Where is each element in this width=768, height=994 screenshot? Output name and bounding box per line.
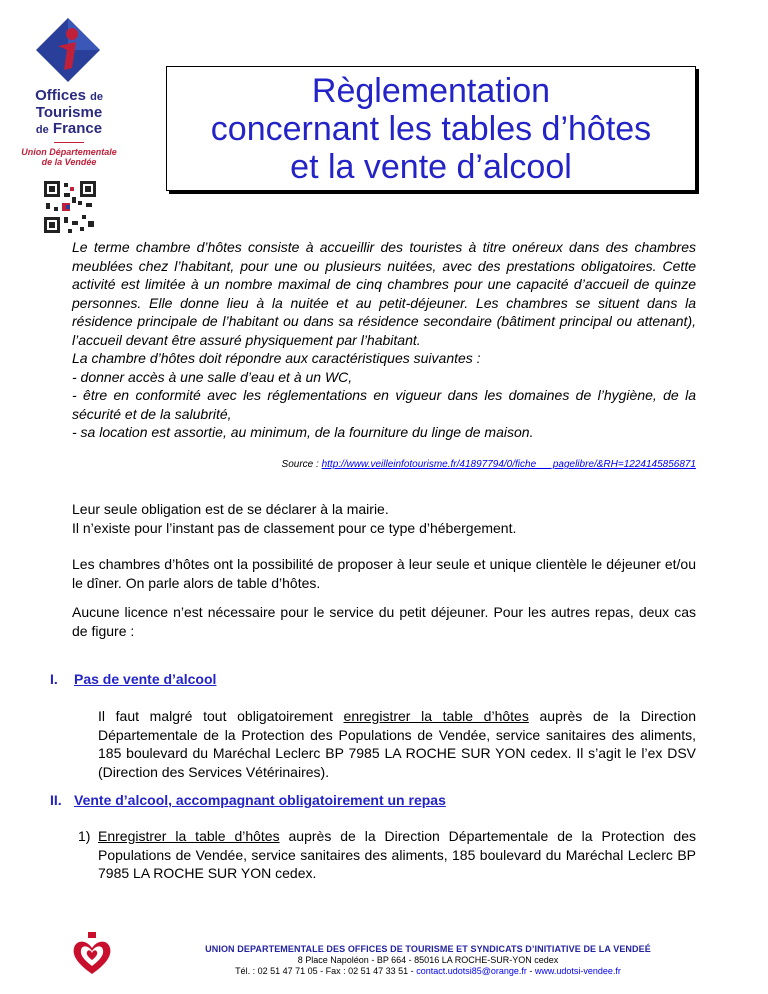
footer-address: 8 Place Napoléon - BP 664 - 85016 LA ROCHE-SUR-YON cedex xyxy=(297,955,559,965)
section-1-heading: I. Pas de vente d’alcool xyxy=(50,671,217,687)
footer-email-link[interactable]: contact.udotsi85@orange.fr xyxy=(416,966,527,976)
source-link[interactable]: http://www.veilleinfotourisme.fr/41897794/0/fiche___pagelibre/&RH=1224145856871 xyxy=(321,459,696,470)
intro-paragraph: Le terme chambre d’hôtes consiste à accueillir des touristes à titre onéreux dans des chambres meublées chez l’habitant, pour une ou plusieurs nuitées, avec des prestations obligatoires. Cette activité est limitée à un nombre maximal de cinq chambres pour une capacité d’accueil de quinze personnes. Elle donne lieu à la nuitée et au petit-déjeuner. Les chambres se situent dans la résidence principale de l’habitant ou dans sa résidence secondaire (bâtiment principal ou attenant), l’accueil devant être assuré physiquement par l’habitant. xyxy=(72,239,696,348)
section-2-item-1: 1) Enregistrer la table d’hôtes auprès de la Direction Départementale de la Protection des Populations de Vendée, service sanitaires des aliments, 185 boulevard du Maréchal Leclerc BP 7985 LA ROCHE SUR YON cedex. xyxy=(78,828,696,881)
logo-divider xyxy=(54,142,84,143)
logo-wordmark: Offices de Tourisme de France xyxy=(35,87,103,137)
offices-de-tourisme-logo xyxy=(21,16,126,235)
source-citation: Source : http://www.veilleinfotourisme.fr/41897794/0/fiche___pagelibre/&RH=1224145856871 xyxy=(281,459,696,470)
vendee-hearts-logo-icon xyxy=(70,930,114,978)
declaration-paragraph: Leur seule obligation est de se déclarer à la mairie. Il n’existe pour l’instant pas de classement pour ce type d’hébergement. xyxy=(72,501,517,536)
information-diamond-icon xyxy=(34,16,102,84)
qr-code-icon xyxy=(42,179,98,235)
logo-subtitle: Union Départementale de la Vendée xyxy=(21,147,117,167)
licence-paragraph: Aucune licence n’est nécessaire pour le service du petit déjeuner. Pour les autres repas, deux cas de figure : xyxy=(72,604,696,639)
intro-list-item: - être en conformité avec les réglementations en vigueur dans les domaines de l’hygiène, de la sécurité et de la salubrité, xyxy=(72,387,696,422)
table-hotes-paragraph: Les chambres d’hôtes ont la possibilité de proposer à leur seule et unique clientèle le déjeuner et/ou le dîner. On parle alors de table d’hôtes. xyxy=(72,556,696,591)
footer-contact: Tél. : 02 51 47 71 05 - Fax : 02 51 47 33 51 - contact.udotsi85@orange.fr - www.udotsi-vendee.fr xyxy=(235,966,621,976)
section-2-heading: II. Vente d’alcool, accompagnant obligatoirement un repas xyxy=(50,792,446,808)
intro-list-item: - sa location est assortie, au minimum, de la fourniture du linge de maison. xyxy=(72,424,534,440)
section-1-text: Il faut malgré tout obligatoirement enregistrer la table d’hôtes auprès de la Direction Départementale de la Protection des Populations de Vendée, service sanitaires des aliments, 185 boulevard du Maréchal Leclerc BP 7985 LA ROCHE SUR YON cedex. Il s’agit le l’ex DSV (Direction des Services Vétérinaires). xyxy=(98,708,697,780)
intro-text xyxy=(72,238,696,442)
intro-list-item: - donner accès à une salle d’eau et à un WC, xyxy=(72,368,353,385)
intro-characteristics-lead: La chambre d’hôtes doit répondre aux caractéristiques suivantes : xyxy=(72,350,481,366)
footer-website-link[interactable]: www.udotsi-vendee.fr xyxy=(534,966,621,976)
page-footer xyxy=(150,944,706,977)
page-title: Règlementation concernant les tables d’hôtes et la vente d’alcool xyxy=(210,71,652,186)
footer-organisation: UNION DEPARTEMENTALE DES OFFICES DE TOURISME ET SYNDICATS D’INITIATIVE DE LA VENDEÉ xyxy=(205,944,651,954)
title-box xyxy=(166,66,696,191)
